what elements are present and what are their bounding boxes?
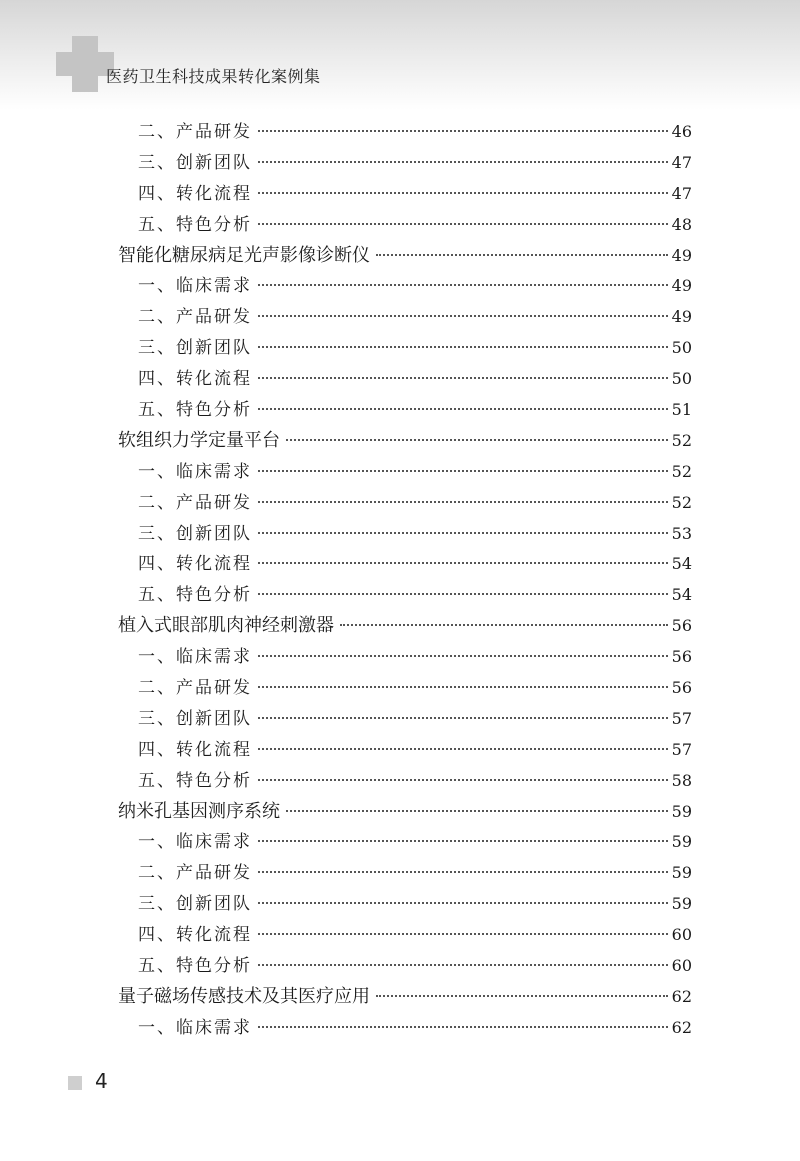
toc-entry-title: 二、产品研发: [138, 122, 252, 142]
toc-entry-title: 一、临床需求: [138, 276, 252, 297]
toc-section-row[interactable]: [118, 735, 692, 766]
toc-entry-page: 59: [671, 832, 692, 852]
toc-entry-title: 四、转化流程: [138, 925, 252, 946]
toc-entry-page: 59: [671, 863, 692, 883]
toc-dot-leader: [258, 932, 668, 935]
toc-dot-leader: [258, 901, 668, 904]
toc-section-row[interactable]: [118, 519, 692, 550]
toc-entry-page: 62: [671, 986, 692, 1006]
toc-dot-leader: [376, 994, 668, 997]
toc-entry-page: 49: [671, 245, 692, 265]
toc-section-row[interactable]: [118, 889, 692, 920]
toc-entry-page: 48: [671, 214, 692, 234]
toc-section-row[interactable]: [118, 210, 692, 241]
page-number: 4: [95, 1069, 108, 1093]
toc-dot-leader: [258, 500, 668, 503]
toc-dot-leader: [286, 809, 668, 812]
toc-dot-leader: [258, 778, 668, 781]
toc-dot-leader: [258, 685, 668, 688]
toc-entry-title: 三、创新团队: [138, 152, 252, 173]
toc-entry-title: 智能化糖尿病足光声影像诊断仪: [118, 244, 370, 266]
toc-entry-page: 56: [671, 616, 692, 636]
toc-dot-leader: [258, 283, 668, 286]
toc-dot-leader: [258, 469, 668, 472]
toc-dot-leader: [258, 160, 668, 163]
toc-dot-leader: [286, 438, 668, 441]
toc-entry-page: 47: [671, 183, 692, 203]
toc-section-row[interactable]: [118, 302, 692, 333]
toc-entry-page: 47: [671, 152, 692, 172]
toc-entry-page: 57: [671, 708, 692, 728]
toc-section-row[interactable]: [118, 858, 692, 889]
toc-section-row[interactable]: [118, 549, 692, 580]
toc-entry-page: 60: [671, 925, 692, 945]
table-of-contents: [118, 117, 692, 1044]
toc-entry-page: 56: [671, 647, 692, 667]
toc-dot-leader: [258, 747, 668, 750]
toc-entry-page: 46: [671, 122, 692, 141]
toc-entry-title: 一、临床需求: [138, 1017, 252, 1038]
footer-square-icon: [68, 1076, 82, 1090]
toc-dot-leader: [258, 963, 668, 966]
toc-entry-title: 三、创新团队: [138, 523, 252, 544]
toc-section-row[interactable]: [118, 642, 692, 673]
toc-dot-leader: [258, 129, 668, 132]
toc-section-row[interactable]: [118, 1013, 692, 1044]
toc-entry-title: 量子磁场传感技术及其医疗应用: [118, 985, 370, 1007]
toc-section-row[interactable]: [118, 488, 692, 519]
toc-entry-title: 植入式眼部肌肉神经刺激器: [118, 615, 334, 637]
toc-chapter-row[interactable]: [118, 426, 692, 457]
toc-entry-page: 52: [671, 492, 692, 512]
toc-section-row[interactable]: [118, 704, 692, 735]
toc-entry-title: 五、特色分析: [138, 585, 252, 606]
toc-entry-title: 五、特色分析: [138, 214, 252, 235]
toc-entry-page: 59: [671, 894, 692, 914]
toc-section-row[interactable]: [118, 580, 692, 611]
toc-entry-page: 59: [671, 801, 692, 821]
toc-dot-leader: [258, 870, 668, 873]
toc-section-row[interactable]: [118, 766, 692, 797]
toc-entry-title: 五、特色分析: [138, 400, 252, 421]
toc-chapter-row[interactable]: [118, 797, 692, 828]
toc-entry-title: 四、转化流程: [138, 739, 252, 760]
toc-dot-leader: [258, 407, 668, 410]
toc-chapter-row[interactable]: [118, 982, 692, 1013]
toc-entry-title: 四、转化流程: [138, 183, 252, 204]
toc-section-row[interactable]: [118, 333, 692, 364]
toc-entry-page: 50: [671, 369, 692, 389]
toc-dot-leader: [258, 716, 668, 719]
toc-section-row[interactable]: [118, 395, 692, 426]
toc-entry-title: 一、临床需求: [138, 832, 252, 853]
toc-entry-title: 四、转化流程: [138, 554, 252, 575]
toc-entry-page: 52: [671, 430, 692, 450]
toc-entry-page: 54: [671, 554, 692, 574]
toc-dot-leader: [258, 191, 668, 194]
toc-entry-title: 二、产品研发: [138, 863, 252, 884]
header-band: [0, 0, 800, 110]
toc-entry-page: 53: [671, 523, 692, 543]
toc-dot-leader: [258, 314, 668, 317]
toc-entry-title: 二、产品研发: [138, 307, 252, 328]
toc-entry-page: 60: [671, 956, 692, 976]
toc-entry-page: 62: [671, 1017, 692, 1037]
toc-section-row[interactable]: [118, 457, 692, 488]
toc-entry-page: 49: [671, 276, 692, 296]
book-title: 医药卫生科技成果转化案例集: [106, 67, 321, 86]
toc-dot-leader: [258, 592, 668, 595]
toc-dot-leader: [258, 531, 668, 534]
toc-dot-leader: [258, 839, 668, 842]
toc-dot-leader: [258, 222, 668, 225]
toc-entry-title: 三、创新团队: [138, 338, 252, 359]
toc-entry-title: 五、特色分析: [138, 956, 252, 977]
toc-dot-leader: [258, 1025, 668, 1028]
toc-section-row[interactable]: [118, 920, 692, 951]
toc-entry-page: 57: [671, 739, 692, 759]
toc-entry-title: 纳米孔基因测序系统: [118, 800, 280, 822]
toc-entry-page: 52: [671, 461, 692, 481]
toc-entry-title: 三、创新团队: [138, 894, 252, 915]
toc-dot-leader: [258, 376, 668, 379]
toc-entry-page: 51: [671, 400, 692, 420]
toc-entry-title: 一、临床需求: [138, 461, 252, 482]
toc-entry-title: 软组织力学定量平台: [118, 429, 280, 451]
toc-section-row[interactable]: [118, 951, 692, 982]
toc-entry-page: 49: [671, 307, 692, 327]
toc-entry-page: 56: [671, 678, 692, 698]
toc-section-row[interactable]: [118, 179, 692, 210]
toc-entry-page: 54: [671, 585, 692, 605]
toc-entry-page: 58: [671, 770, 692, 790]
toc-entry-page: 50: [671, 338, 692, 358]
toc-dot-leader: [258, 345, 668, 348]
toc-section-row[interactable]: [118, 271, 692, 302]
toc-entry-title: 二、产品研发: [138, 492, 252, 513]
toc-entry-title: 三、创新团队: [138, 708, 252, 729]
toc-section-row[interactable]: [118, 673, 692, 704]
toc-entry-title: 五、特色分析: [138, 770, 252, 791]
toc-dot-leader: [258, 654, 668, 657]
toc-dot-leader: [376, 253, 668, 256]
toc-dot-leader: [258, 561, 668, 564]
toc-chapter-row[interactable]: [118, 611, 692, 642]
toc-section-row[interactable]: [118, 148, 692, 179]
toc-entry-title: 一、临床需求: [138, 647, 252, 668]
toc-chapter-row[interactable]: [118, 241, 692, 272]
toc-entry-title: 四、转化流程: [138, 369, 252, 390]
toc-section-row[interactable]: [118, 364, 692, 395]
toc-section-row[interactable]: [118, 827, 692, 858]
toc-entry-title: 二、产品研发: [138, 678, 252, 699]
toc-section-row[interactable]: [118, 117, 692, 148]
toc-dot-leader: [340, 623, 668, 626]
